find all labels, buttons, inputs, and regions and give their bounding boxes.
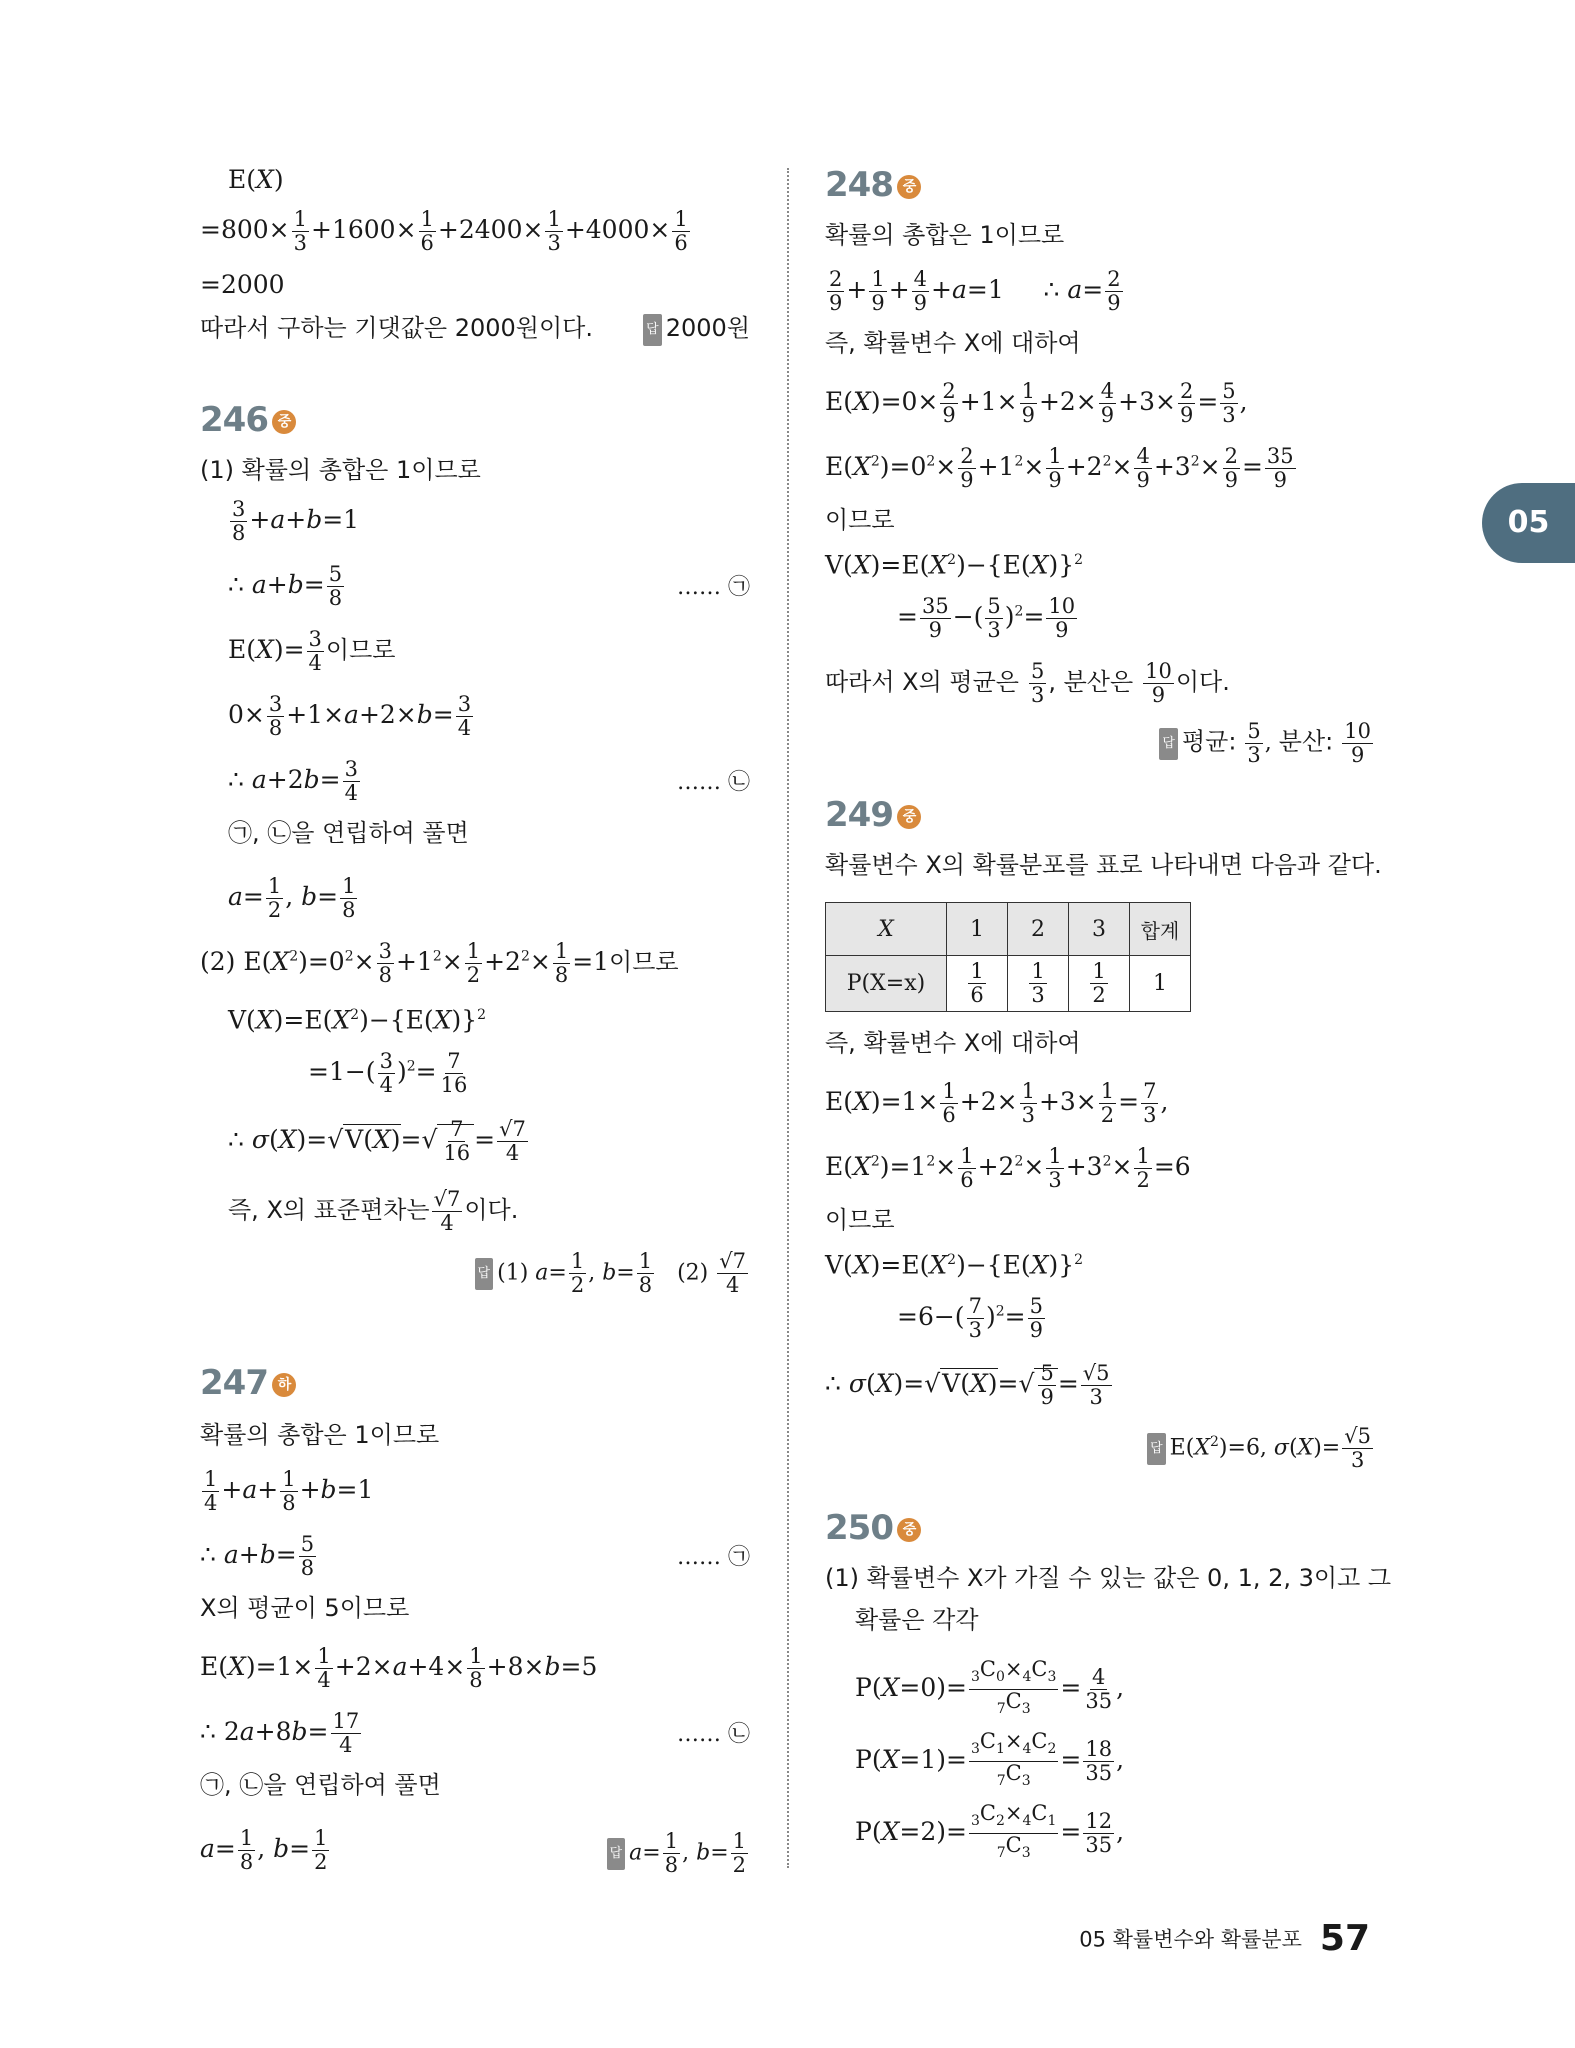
p248-var: $V(X)=E(X^2)-\{E(X)\}^2$ — [825, 550, 1084, 580]
p248-step2: 즉, 확률변수 X에 대하여 — [825, 329, 1081, 357]
p249-step2: 즉, 확률변수 X에 대하여 — [825, 1029, 1081, 1057]
p246-var2: =1−( $\frac{3}{4}$ )$^2$= $\frac{7}{16}$ — [308, 1049, 468, 1097]
p247-eq3: E(X)=1× $\frac{1}{4}$ +2×a+4× $\frac{1}{8}$ +8×b=5 — [200, 1644, 598, 1692]
p247-eq4: ∴ 2a+8b= $\frac{17}{4}$ — [200, 1709, 360, 1757]
p247-eq2: ∴ a+b= $\frac{5}{8}$ — [200, 1532, 315, 1580]
p246-ab: a= $\frac{1}{2}$ , b= $\frac{1}{8}$ — [228, 874, 356, 922]
level-badge: 하 — [272, 1373, 296, 1397]
problem-246-header: 246 중 — [200, 400, 296, 440]
p246-eq2: ∴ a+b= $\frac{5}{8}$ — [228, 562, 343, 610]
mark-b: …… ㉡ — [676, 770, 750, 795]
level-badge: 중 — [897, 805, 921, 829]
p246-eq5: ∴ a+2b= $\frac{3}{4}$ — [228, 757, 358, 805]
p246-var: $V(X)=E(X^2)-\{E(X)\}^2$ — [228, 1005, 487, 1035]
p248-step1: 확률의 총합은 1이므로 — [825, 221, 1065, 249]
answer-icon: 답 — [643, 314, 662, 346]
p247-ab: a= $\frac{1}{8}$ , b= $\frac{1}{2}$ — [200, 1826, 328, 1874]
p246-eq6: (2) $E(X^2)=0^2\times$ $\frac{3}{8}$ $+1^2\times$ $\frac{1}{2}$ $+2^2\times$ $\frac{1}{8}$ =1이므로 — [200, 939, 679, 987]
level-badge: 중 — [897, 175, 921, 199]
p250-step1: (1) 확률변수 X가 가질 수 있는 값은 0, 1, 2, 3이고 그 — [825, 1564, 1392, 1592]
p249-sigma: ∴ σ(X)=√V(X)=√ $\frac{5}{9}$ = $\frac{√5}{3}$ — [825, 1361, 1110, 1409]
mark-b: …… ㉡ — [676, 1722, 750, 1747]
p246-sigma: ∴ σ(X)=√V(X)=√ $\frac{7}{16}$ = $\frac{√7}{4}$ — [228, 1117, 526, 1165]
problem-249-header: 249 중 — [825, 795, 921, 835]
footer-title: 05 확률변수와 확률분포 — [1079, 1927, 1302, 1952]
mark-a: …… ㉠ — [676, 1545, 750, 1570]
intro-conclusion: 따라서 구하는 기댓값은 2000원이다. — [200, 314, 593, 342]
p248-ex2: $E(X^2)=0^2\times$ $\frac{2}{9}$ $+1^2\times$ $\frac{1}{9}$ $+2^2\times$ $\frac{4}{9}$ $+3^2\times$ $\frac{2}{9}$ = $\frac{35}{9}$ — [825, 444, 1294, 492]
table-row: X 1 2 3 합계 — [826, 903, 1191, 956]
eq-ex-result: =2000 — [200, 270, 285, 299]
mark-a: …… ㉠ — [676, 575, 750, 600]
intro-answer: 답 2000원 — [643, 313, 750, 346]
p249-var: $V(X)=E(X^2)-\{E(X)\}^2$ — [825, 1250, 1084, 1280]
p249-ex2: $E(X^2)=1^2\times$ $\frac{1}{6}$ $+2^2\times$ $\frac{1}{3}$ $+3^2\times$ $\frac{1}{2}$ =6 — [825, 1144, 1191, 1192]
p248-step3: 이므로 — [825, 506, 895, 534]
level-badge: 중 — [897, 1518, 921, 1542]
p250-step2: 확률은 각각 — [855, 1606, 979, 1634]
column-divider — [787, 168, 789, 1868]
p248-eq1: $\frac{2}{9}$ + $\frac{1}{9}$ + $\frac{4}{9}$ +a=1 ∴ a= $\frac{2}{9}$ — [829, 267, 1121, 315]
p247-mean: X의 평균이 5이므로 — [200, 1594, 410, 1622]
p246-step1: (1) 확률의 총합은 1이므로 — [200, 456, 481, 484]
p247-solve: ㉠, ㉡을 연립하여 풀면 — [200, 1771, 441, 1799]
level-badge: 중 — [272, 410, 296, 434]
p249-step1: 확률변수 X의 확률분포를 표로 나타내면 다음과 같다. — [825, 851, 1382, 879]
p246-answer: 답 (1) a= $\frac{1}{2}$ , b= $\frac{1}{8}$ (2) $\frac{√7}{4}$ — [475, 1250, 750, 1297]
p249-ex: E(X)=1× $\frac{1}{6}$ +2× $\frac{1}{3}$ +3× $\frac{1}{2}$ = $\frac{7}{3}$ , — [825, 1079, 1169, 1127]
p248-ex: E(X)=0× $\frac{2}{9}$ +1× $\frac{1}{9}$ +2× $\frac{4}{9}$ +3× $\frac{2}{9}$ = $\frac{5}{3}$ , — [825, 379, 1248, 427]
problem-250-header: 250 중 — [825, 1508, 921, 1548]
p246-eq4: 0× $\frac{3}{8}$ +1×a+2×b= $\frac{3}{4}$ — [228, 692, 472, 740]
p248-concl: 따라서 X의 평균은 $\frac{5}{3}$ , 분산은 $\frac{10}{9}$ 이다. — [825, 659, 1230, 707]
distribution-table — [825, 902, 1191, 1012]
p250-px0: P(X=0)= $\frac{_3C_0\times_4C_3}{_7C_3}$ = $\frac{4}{35}$ , — [855, 1657, 1125, 1718]
chapter-tab: 05 — [1482, 483, 1575, 563]
table-row: P(X=x) $\frac{1}{6}$ $\frac{1}{3}$ $\frac{1}{2}$ 1 — [826, 956, 1191, 1012]
p250-px1: P(X=1)= $\frac{_3C_1\times_4C_2}{_7C_3}$ = $\frac{18}{35}$ , — [855, 1729, 1125, 1790]
p247-step1: 확률의 총합은 1이므로 — [200, 1421, 440, 1449]
p247-eq1: $\frac{1}{4}$ +a+ $\frac{1}{8}$ +b=1 — [204, 1467, 374, 1515]
p247-answer: 답 a= $\frac{1}{8}$ , b= $\frac{1}{2}$ — [607, 1830, 750, 1877]
p246-concl: 즉, X의 표준편차는 $\frac{√7}{4}$ 이다. — [228, 1187, 519, 1235]
p248-answer: 답 평균: $\frac{5}{3}$ , 분산: $\frac{10}{9}$ — [1159, 720, 1375, 767]
p248-var2: = $\frac{35}{9}$ −( $\frac{5}{3}$ )$^2$= $\frac{10}{9}$ — [897, 594, 1076, 642]
p249-var2: =6−( $\frac{7}{3}$ )$^2$= $\frac{5}{9}$ — [897, 1294, 1043, 1342]
p250-px2: P(X=2)= $\frac{_3C_2\times_4C_1}{_7C_3}$ = $\frac{12}{35}$ , — [855, 1801, 1125, 1862]
p246-solve: ㉠, ㉡을 연립하여 풀면 — [228, 819, 469, 847]
page-number: 57 — [1319, 1918, 1370, 1959]
p249-answer: 답 $E(X^2)=6$, σ(X)= $\frac{√5}{3}$ — [1147, 1425, 1375, 1472]
p246-eq3: E(X)= $\frac{3}{4}$ 이므로 — [228, 627, 396, 675]
page-footer — [1079, 1918, 1370, 1959]
eq-ex: E(X) — [228, 165, 284, 194]
p249-step3: 이므로 — [825, 1206, 895, 1234]
eq-ex-sum: =800× $\frac{1}{3}$ +1600× $\frac{1}{6}$ +2400× $\frac{1}{3}$ +4000× $\frac{1}{6}$ — [200, 207, 688, 255]
problem-248-header: 248 중 — [825, 165, 921, 205]
problem-247-header: 247 하 — [200, 1363, 296, 1403]
p246-eq1: $\frac{3}{8}$ +a+b=1 — [232, 497, 360, 545]
